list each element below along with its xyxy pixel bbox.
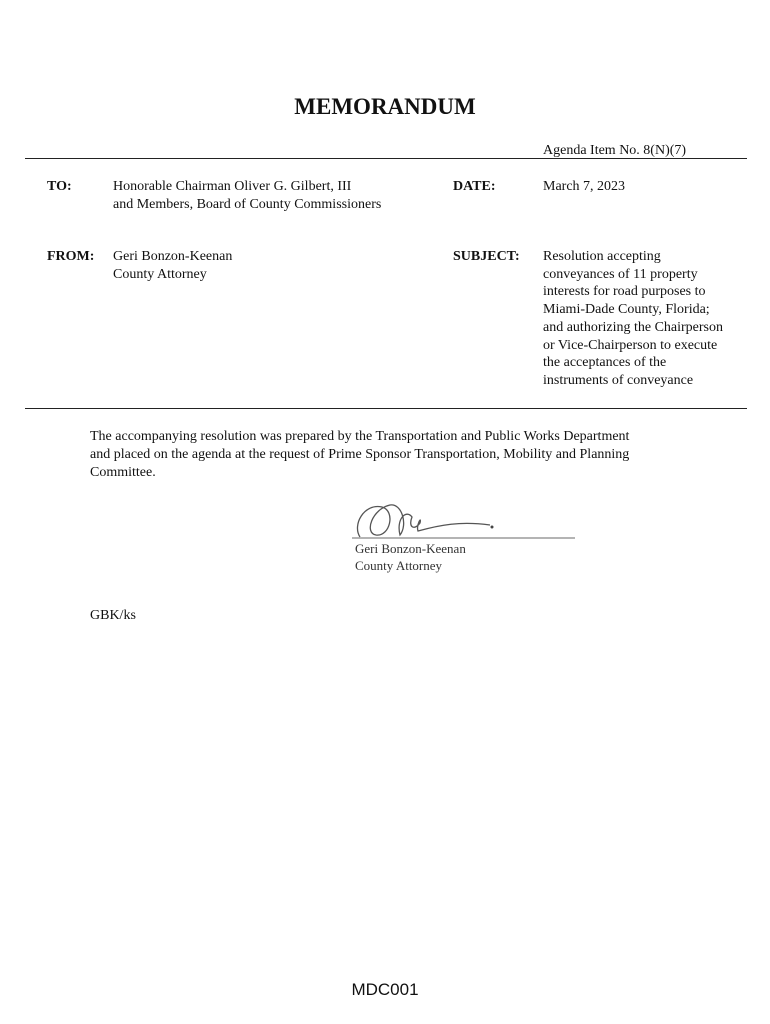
date-value: March 7, 2023: [543, 179, 626, 194]
page-footer-code: MDC001: [351, 980, 419, 999]
from-label: FROM:: [47, 249, 95, 264]
subject-line: instruments of conveyance: [543, 372, 694, 388]
body-line: The accompanying resolution was prepared by the Transportation and Public Works Department: [90, 429, 630, 444]
signature-name: Geri Bonzon-Keenan: [355, 541, 466, 556]
subject-line: Miami-Dade County, Florida;: [543, 302, 710, 318]
date-label: DATE:: [453, 179, 496, 194]
to-line: and Members, Board of County Commissioners: [113, 196, 382, 212]
from-line: Geri Bonzon-Keenan: [113, 249, 233, 264]
subject-line: the acceptances of the: [543, 355, 667, 371]
body-line: Committee.: [90, 465, 156, 480]
body-line: and placed on the agenda at the request of Prime Sponsor Transportation, Mobility and Planning: [90, 447, 630, 462]
subject-line: conveyances of 11 property: [543, 266, 698, 282]
body-paragraph: [90, 428, 629, 482]
from-sender: [113, 248, 232, 283]
to-line: Honorable Chairman Oliver G. Gilbert, III: [113, 179, 352, 194]
subject-text: [543, 248, 723, 390]
subject-label: SUBJECT:: [453, 249, 520, 264]
to-label: TO:: [47, 179, 72, 194]
signature-title: County Attorney: [355, 558, 443, 573]
bottom-divider: [25, 408, 747, 409]
signature-image: [350, 495, 580, 543]
top-divider: [25, 158, 747, 159]
initials: GBK/ks: [90, 608, 136, 623]
from-line: County Attorney: [113, 266, 207, 282]
subject-line: or Vice-Chairperson to execute: [543, 337, 718, 353]
memo-title: MEMORANDUM: [294, 94, 476, 119]
subject-line: and authorizing the Chairperson: [543, 319, 724, 335]
agenda-item: Agenda Item No. 8(N)(7): [543, 143, 687, 158]
to-recipient: [113, 178, 381, 213]
subject-line: interests for road purposes to: [543, 284, 706, 300]
subject-line: Resolution accepting: [543, 249, 661, 264]
